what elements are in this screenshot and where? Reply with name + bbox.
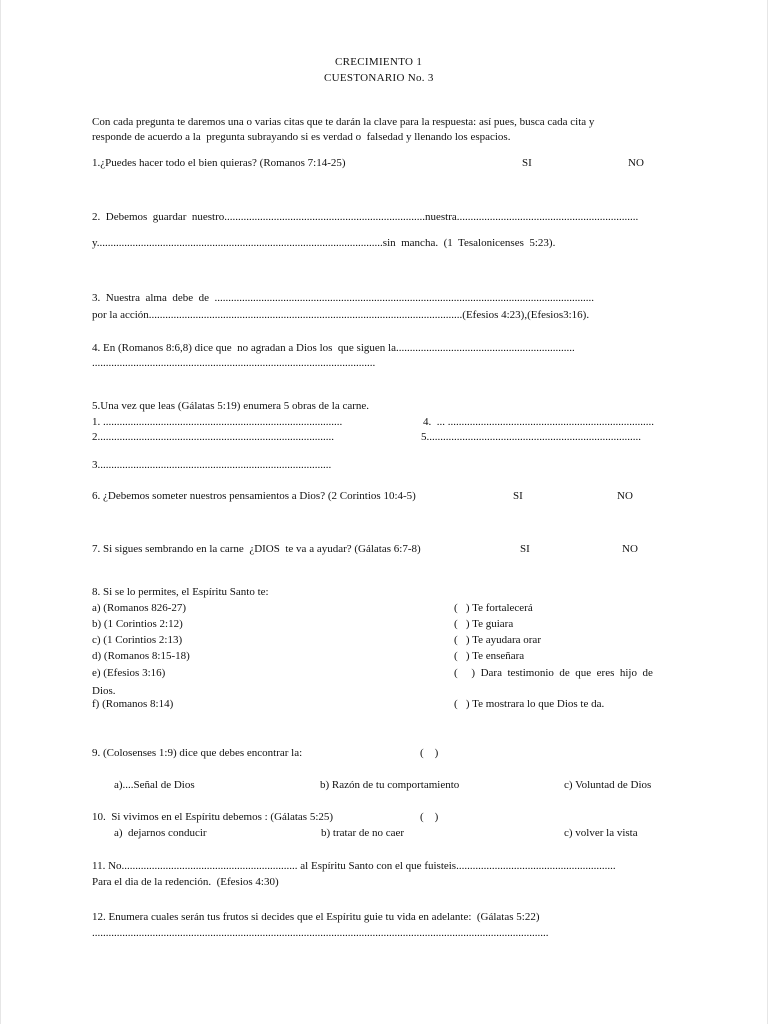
question-5-intro: 5.Una vez que leas (Gálatas 5:19) enumera 5 obras de la carne. xyxy=(92,400,370,412)
question-5-item-1: 1. ....................................................................................... xyxy=(92,416,343,428)
question-10-option-b: b) tratar de no caer xyxy=(321,827,405,839)
question-8-option-a: a) (Romanos 826-27) xyxy=(92,602,187,614)
question-6-text: 6. ¿Debemos someter nuestros pensamientos a Dios? (2 Corintios 10:4-5) xyxy=(92,490,416,502)
question-10-option-c: c) volver la vista xyxy=(564,827,638,839)
question-9-answer[interactable]: ( ) xyxy=(420,747,439,759)
intro-line-2: responde de acuerdo a la pregunta subrayando si es verdad o falsedad y llenando los espacios. xyxy=(92,131,511,143)
question-6-no[interactable]: NO xyxy=(617,490,633,502)
question-8-answer-5[interactable]: ( ) Dara testimonio de que eres hijo de xyxy=(454,667,653,679)
question-12-line-2: ...................................................................................................................................................................... xyxy=(92,927,549,939)
question-7-text: 7. Si sigues sembrando en la carne ¿DIOS te va a ayudar? (Gálatas 6:7-8) xyxy=(92,543,421,555)
question-1-si[interactable]: SI xyxy=(522,157,532,169)
question-10-option-a: a) dejarnos conducir xyxy=(114,827,207,839)
question-2-line-1: 2. Debemos guardar nuestro.........................................................................nuestra.................................................................. xyxy=(92,211,639,223)
question-8-answer-3[interactable]: ( ) Te ayudara orar xyxy=(454,634,541,646)
question-5-item-4: 4. ... ........................................................................... xyxy=(423,416,654,428)
document-subtitle: CUESTONARIO No. 3 xyxy=(324,72,434,84)
question-8-answer-6[interactable]: ( ) Te mostrara lo que Dios te da. xyxy=(454,698,605,710)
question-5-item-3: 3..................................................................................... xyxy=(92,459,332,471)
question-5-item-5: 5.............................................................................. xyxy=(421,431,641,443)
question-4-line-2: ....................................................................................................... xyxy=(92,357,376,369)
question-10-text: 10. Si vivimos en el Espíritu debemos : (Gálatas 5:25) xyxy=(92,811,334,823)
question-9-option-a: a)....Señal de Dios xyxy=(114,779,195,791)
question-6-si[interactable]: SI xyxy=(513,490,523,502)
question-2-line-2: y........................................................................................................sin mancha. (1 Tesalonicenses 5:23). xyxy=(92,237,556,249)
question-8-option-d: d) (Romanos 8:15-18) xyxy=(92,650,190,662)
question-1-text: 1.¿Puedes hacer todo el bien quieras? (Romanos 7:14-25) xyxy=(92,157,346,169)
question-8-wrap: Dios. xyxy=(92,685,116,697)
intro-line-1: Con cada pregunta te daremos una o varias citas que te darán la clave para la respuesta: así pues, busca cada cita y xyxy=(92,116,595,128)
question-8-option-e: e) (Efesios 3:16) xyxy=(92,667,166,679)
question-10-answer[interactable]: ( ) xyxy=(420,811,439,823)
question-8-answer-4[interactable]: ( ) Te enseñara xyxy=(454,650,525,662)
question-8-answer-1[interactable]: ( ) Te fortalecerá xyxy=(454,602,533,614)
question-9-option-b: b) Razón de tu comportamiento xyxy=(320,779,460,791)
question-12-line-1: 12. Enumera cuales serán tus frutos si decides que el Espíritu guie tu vida en adelante: (Gálatas 5:22) xyxy=(92,911,540,923)
question-7-no[interactable]: NO xyxy=(622,543,638,555)
question-3-line-1: 3. Nuestra alma debe de .......................................................................................................................................... xyxy=(92,292,594,304)
question-8-option-c: c) (1 Corintios 2:13) xyxy=(92,634,183,646)
document-title: CRECIMIENTO 1 xyxy=(335,56,423,68)
question-4-line-1: 4. En (Romanos 8:6,8) dice que no agradan a Dios los que siguen la................................................................. xyxy=(92,342,575,354)
question-11-line-2: Para el dia de la redención. (Efesios 4:30) xyxy=(92,876,279,888)
question-1-no[interactable]: NO xyxy=(628,157,644,169)
question-8-option-f: f) (Romanos 8:14) xyxy=(92,698,174,710)
question-7-si[interactable]: SI xyxy=(520,543,530,555)
question-8-option-b: b) (1 Corintios 2:12) xyxy=(92,618,183,630)
question-9-text: 9. (Colosenses 1:9) dice que debes encontrar la: xyxy=(92,747,303,759)
question-5-item-2: 2...................................................................................... xyxy=(92,431,334,443)
question-9-option-c: c) Voluntad de Dios xyxy=(564,779,652,791)
question-8-intro: 8. Si se lo permites, el Espíritu Santo te: xyxy=(92,586,269,598)
question-8-answer-2[interactable]: ( ) Te guiara xyxy=(454,618,514,630)
question-11-line-1: 11. No................................................................ al Espíritu Santo con el que fuisteis.......................................................... xyxy=(92,860,616,872)
question-3-line-2: por la acción..................................................................................................................(Efesios 4:23),(Efesios3:16). xyxy=(92,309,590,321)
